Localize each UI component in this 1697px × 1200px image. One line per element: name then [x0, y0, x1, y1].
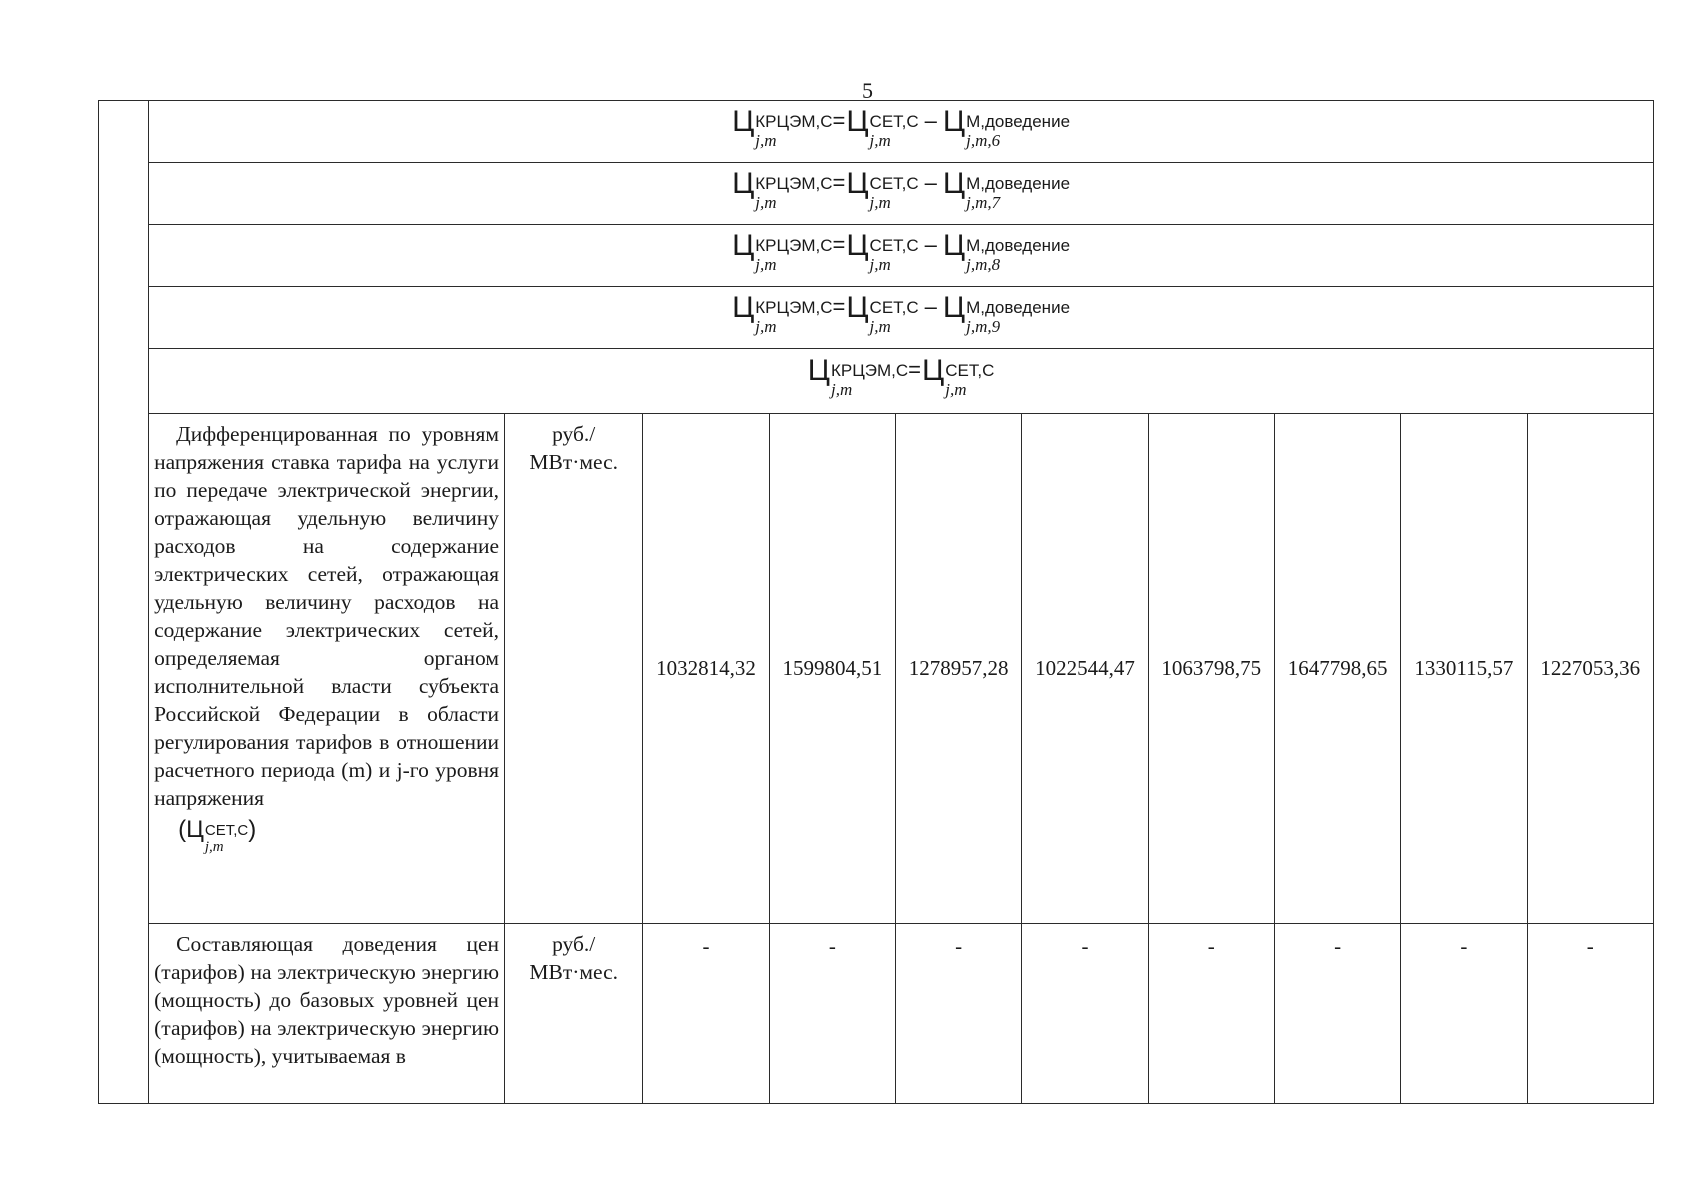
value-cell: -	[1148, 924, 1274, 1104]
page-number: 5	[862, 78, 873, 103]
formula-row	[99, 163, 1654, 225]
value-cell: -	[1022, 924, 1148, 1104]
row-unit: руб./ МВт·мес.	[505, 924, 643, 1104]
formula: Ц КРЦЭМ,C j,m =Ц СЕТ,C j,m – Ц М,доведение j,m,6	[732, 104, 1071, 150]
formula: Ц КРЦЭМ,C j,m =Ц СЕТ,C j,m – Ц М,доведение j,m,8	[732, 228, 1071, 274]
formula: Ц КРЦЭМ,C j,m =Ц СЕТ,C j,m – Ц М,доведение j,m,7	[732, 166, 1071, 212]
value-cell: -	[1274, 924, 1400, 1104]
row-description: Дифференцированная по уровням напряжения ставка тарифа на услуги по передаче электрической энергии, отражающая удельную величину расходов на содержание электрических сетей, отражающая удельную величину расходов на содержание электрических сетей, определяемая органом исполнительной власти субъекта Российской Федерации в области регулирования тарифов в отношении расчетного периода (m) и j-го уровня напряжения (Ц СЕТ,C j,m )	[149, 414, 505, 924]
row-description: Составляющая доведения цен (тарифов) на электрическую энергию (мощность) до базовых уровней цен (тарифов) на электрическую энергию (мощность), учитываемая в	[149, 924, 505, 1104]
formula-row	[99, 349, 1654, 414]
value-cell: -	[895, 924, 1021, 1104]
rate-symbol: (Ц СЕТ,C j,m )	[178, 816, 257, 855]
left-margin-cell	[99, 101, 149, 1104]
value-cell: 1599804,51	[769, 414, 895, 924]
value-cell: 1022544,47	[1022, 414, 1148, 924]
table-row	[99, 924, 1654, 1104]
value-cell: 1063798,75	[1148, 414, 1274, 924]
formula-cell	[149, 101, 1654, 163]
formula-cell	[149, 225, 1654, 287]
table-row	[99, 414, 1654, 924]
value-cell: 1647798,65	[1274, 414, 1400, 924]
value-cell: 1278957,28	[895, 414, 1021, 924]
row-unit: руб./ МВт·мес.	[505, 414, 643, 924]
value-cell: 1032814,32	[643, 414, 769, 924]
value-cell: 1330115,57	[1401, 414, 1527, 924]
value-cell: 1227053,36	[1527, 414, 1653, 924]
value-cell: -	[643, 924, 769, 1104]
value-cell: -	[769, 924, 895, 1104]
formula-cell	[149, 349, 1654, 414]
formula-row	[99, 101, 1654, 163]
tariff-table	[98, 100, 1654, 1104]
formula: Ц КРЦЭМ,C j,m =Ц СЕТ,C j,m	[807, 354, 995, 399]
formula-row	[99, 287, 1654, 349]
formula-row	[99, 225, 1654, 287]
formula-cell	[149, 287, 1654, 349]
value-cell: -	[1401, 924, 1527, 1104]
value-cell: -	[1527, 924, 1653, 1104]
formula: Ц КРЦЭМ,C j,m =Ц СЕТ,C j,m – Ц М,доведение j,m,9	[732, 290, 1071, 336]
formula-cell	[149, 163, 1654, 225]
